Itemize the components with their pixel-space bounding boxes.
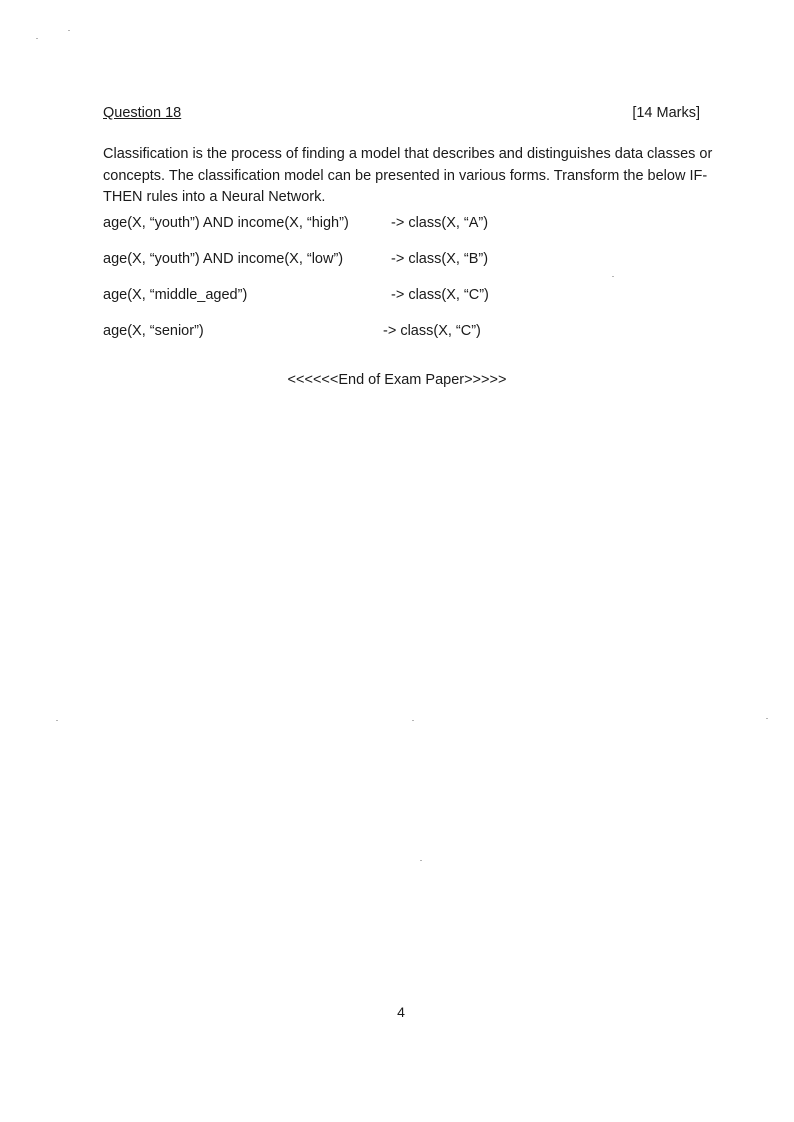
question-header <box>103 105 700 127</box>
end-of-exam-note: <<<<<<End of Exam Paper>>>>> <box>287 372 507 388</box>
rule-row <box>103 215 603 237</box>
scan-speck <box>766 718 768 719</box>
rule-row <box>103 251 603 273</box>
rule-row <box>103 323 603 345</box>
scan-speck <box>420 860 422 861</box>
rule-result: -> class(X, “C”) <box>391 287 489 303</box>
rule-result: -> class(X, “C”) <box>383 323 481 339</box>
rule-condition: age(X, “senior”) <box>103 323 204 339</box>
rule-row <box>103 287 603 309</box>
scan-speck <box>56 720 58 721</box>
question-paragraph: Classification is the process of finding a model that describes and distinguishes data classes or concepts. The classification model can be presented in various forms. Transform the below IF-THEN rules into a Neural Network. <box>103 146 713 205</box>
rule-result: -> class(X, “B”) <box>391 251 489 267</box>
page-number: 4 <box>397 1004 405 1020</box>
rule-condition: age(X, “middle_aged”) <box>103 287 248 303</box>
rule-result: -> class(X, “A”) <box>391 215 489 231</box>
scan-speck <box>412 720 414 721</box>
scan-speck <box>36 38 38 39</box>
scan-speck <box>68 30 70 31</box>
rule-condition: age(X, “youth”) AND income(X, “high”) <box>103 215 349 231</box>
question-marks: [14 Marks] <box>632 105 700 121</box>
scan-speck <box>612 276 614 277</box>
rule-condition: age(X, “youth”) AND income(X, “low”) <box>103 251 344 267</box>
question-title: Question 18 <box>103 105 182 121</box>
